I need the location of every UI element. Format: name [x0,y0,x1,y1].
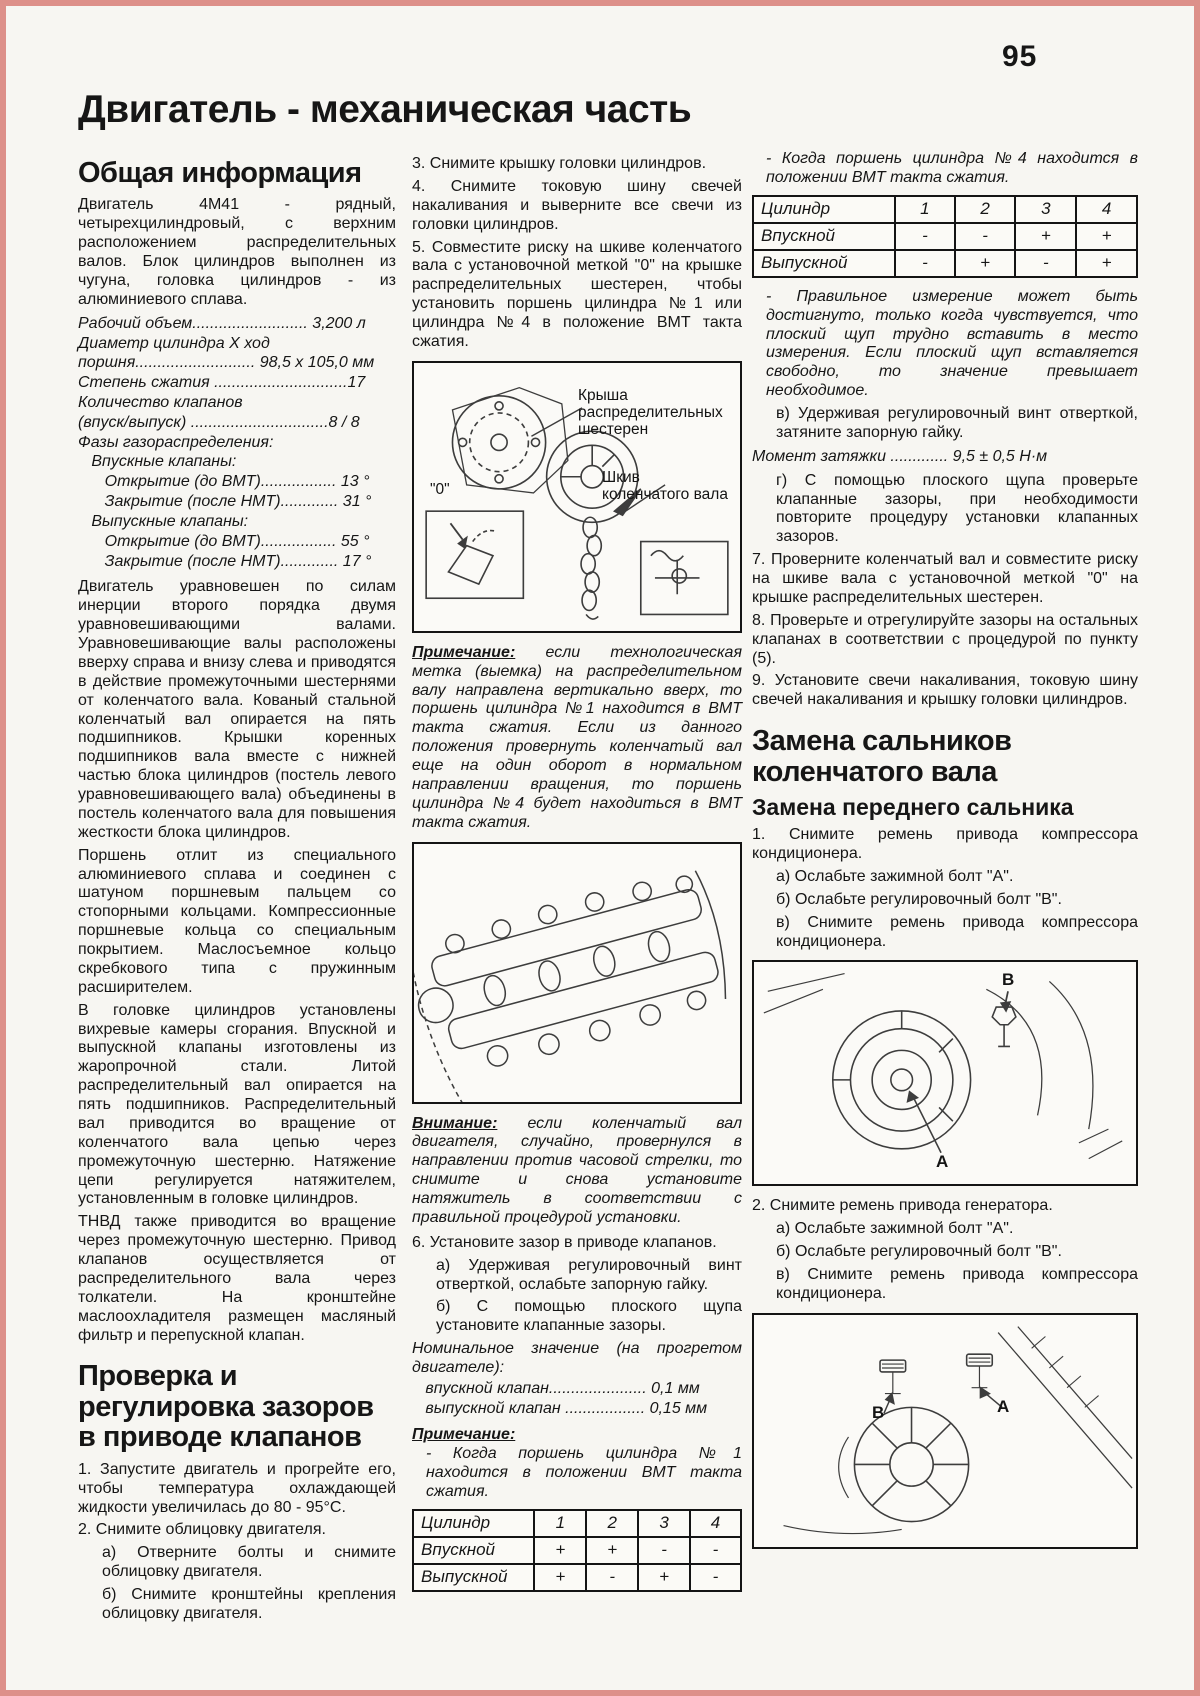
page-title: Двигатель - механическая часть [78,88,692,131]
note-2-label: Примечание: [412,1425,516,1443]
step-6b: б) С помощью плоского щупа установите клапанные зазоры. [436,1298,742,1335]
step-2a: а) Отверните болты и снимите облицовку двигателя. [102,1544,396,1581]
step-6: 6. Установите зазор в приводе клапанов. [412,1233,717,1251]
warning-label: Внимание: [412,1114,498,1132]
step-5: 5. Совместите риску на шкиве коленчатого вала с установочной меткой "0" на крышке распределительных шестерен, чтобы установить поршень цилиндра №1 или цилиндра №4 в положение ВМТ такта сжатия. [412,238,742,350]
note-label: Примечание: [412,643,516,661]
seal-step-2: 2. Снимите ремень привода генератора. [752,1197,1053,1215]
note-feeler-gauge: - Правильное измерение может быть достигнуто, только когда чувствуется, что плоский щуп трудно вставить в место измерения. Если плоский щуп вставляется свободно, то значение превышает необходимое. [766,287,1138,400]
table-row: Цилиндр 1 2 3 4 [413,1510,741,1537]
spec-line: Диаметр цилиндра X ход [78,334,270,352]
table-row: Цилиндр 1 2 3 4 [753,196,1137,223]
page-number: 95 [1002,40,1038,73]
table-row: Выпускной + - + - [413,1564,741,1591]
note-tdc [412,644,742,833]
compressor-belt-drawing [754,962,1136,1184]
figure-label-bolt-a: А [997,1396,1010,1416]
column-right [752,150,1138,1560]
seal-step-1a: а) Ослабьте зажимной болт "А". [776,867,1014,885]
section-heading-oil-seals: Замена сальников коленчатого вала [752,725,1012,788]
spec-line: Фазы газораспределения: [78,433,274,451]
paragraph-piston: Поршень отлит из специального алюминиевого сплава и соединен с шатуном поршневым пальцем со стопорными кольцами. Компрессионные поршневые кольца со специальным покрытием. Маслосъемное кольцо скребкового типа с пружинным расширителем. [78,846,396,996]
section-heading-valve-clearance: Проверка и регулировка зазоров в приводе клапанов [78,1360,374,1454]
figure-label-zero-mark: "0" [430,480,450,498]
nominal-line: выпускной клапан .................. 0,15 мм [412,1399,708,1417]
column-middle [412,155,742,1602]
camshaft-drawing [414,844,740,1102]
paragraph-engine-overview: Двигатель 4М41 - рядный, четырехцилиндровый, с верхним расположением распределительных валов. Блок цилиндров выполнен из чугуна, головка цилиндров - из алюминиевого сплава. [78,196,396,308]
note-2-bullet: - Когда поршень цилиндра №1 находится в положении ВМТ такта сжатия. [426,1445,742,1501]
section-heading-general-info: Общая информация [78,157,362,189]
step-6v: в) Удерживая регулировочный винт отверткой, затяните запорную гайку. [776,405,1138,441]
table-row: Впускной + + - - [413,1537,741,1564]
step-4: 4. Снимите токовую шину свечей накаливания и выверните все свечи из головки цилиндров. [412,177,742,233]
figure-label-bolt-a: А [936,1152,949,1172]
timing-cover-figure [412,361,742,633]
figure-label-bolt-b: В [1002,970,1015,990]
paragraph-cylinder-head: В головке цилиндров установлены вихревые камеры сгорания. Впускной и выпускной клапаны изготовлены из жаропрочной стали. Литой распределительный вал опирается на пять подшипников. Распределительный вал приводится во вращение от коленчатого вала цепью через промежуточную шестерню. Натяжение цепи регулируется натяжителем, установленным в головке цилиндров. [78,1001,396,1208]
engine-spec-list [78,314,396,572]
note-cylinder-4: - Когда поршень цилиндра №4 находится в положении ВМТ такта сжатия. [766,150,1138,186]
figure-label-crankshaft-pulley: Шкив коленчатого вала [602,468,728,504]
column-left [78,158,396,1628]
step-6g: г) С помощью плоского щупа проверьте клапанные зазоры, при необходимости повторите процедуру установки клапанных зазоров. [776,471,1138,546]
seal-step-2c: в) Снимите ремень привода компрессора кондиционера. [776,1266,1138,1302]
spec-line: (впуск/выпуск) ...............................8 / 8 [78,413,360,431]
step-8: 8. Проверьте и отрегулируйте зазоры на остальных клапанах в соответствии с процедурой по пункту (5). [752,611,1138,667]
warning-text: если коленчатый вал двигателя, случайно, провернулся в направлении против часовой стрелки, то снимите и снова установите натяжитель в соответствии с правильной процедурой установки. [412,1114,742,1226]
spec-line: Степень сжатия ..............................17 [78,374,366,392]
step-1: 1. Запустите двигатель и прогрейте его, чтобы температура охлаждающей жидкости увеличилась до 80 - 95°С. [78,1460,396,1516]
note-text: если технологическая метка (выемка) на распределительном валу направлена вертикально вверх, то поршень цилиндра №1 находится в ВМТ такта сжатия. Если из данного положения провернуть коленчатый вал еще на один оборот в нормальном направлении вращения, то поршень цилиндра №4 будет находиться в ВМТ такта сжатия. [412,643,742,831]
valve-table-cylinder-4-tdc [752,195,1138,278]
step-7: 7. Проверните коленчатый вал и совместите риску на шкиве вала с установочной меткой "0" на крышке распределительных шестерен. [752,551,1138,606]
step-2: 2. Снимите облицовку двигателя. [78,1521,326,1539]
figure-label-timing-gear-cover: Крыша распределительных шестерен [578,386,723,439]
alternator-belt-figure [752,1313,1138,1549]
camshaft-figure [412,842,742,1104]
spec-line: Закрытие (после НМТ)............. 31 ° [78,493,372,511]
valve-table-body [413,1510,741,1591]
spec-line: Открытие (до ВМТ)................. 13 ° [78,473,370,491]
spec-line: Выпускные клапаны: [78,512,249,530]
warning-tensioner [412,1115,742,1228]
compressor-belt-figure [752,960,1138,1186]
note-2 [412,1426,742,1445]
subsection-heading-front-seal: Замена переднего сальника [752,794,1074,820]
torque-spec: Момент затяжки ............. 9,5 ± 0,5 Н·м [752,447,1048,465]
seal-step-2a: а) Ослабьте зажимной болт "А". [776,1220,1014,1238]
valve-table-body [753,196,1137,277]
seal-step-1: 1. Снимите ремень привода компрессора кондиционера. [752,826,1138,863]
table-row: Выпускной - + - + [753,250,1137,277]
step-3: 3. Снимите крышку головки цилиндров. [412,155,707,172]
seal-step-1b: б) Ослабьте регулировочный болт "В". [776,890,1062,908]
spec-line: поршня........................... 98,5 x 105,0 мм [78,354,375,372]
nominal-value-list [412,1379,742,1419]
spec-line: Открытие (до ВМТ)................. 55 ° [78,532,370,550]
seal-step-2b: б) Ослабьте регулировочный болт "В". [776,1243,1062,1261]
seal-step-1c: в) Снимите ремень привода компрессора кондиционера. [776,913,1138,950]
alternator-belt-drawing [754,1315,1136,1547]
valve-table-cylinder-1-tdc [412,1509,742,1592]
paragraph-injection-pump: ТНВД также приводится во вращение через промежуточную шестерню. Привод клапанов осуществляется от распределительного вала через толкатели. На кронштейне маслоохладителя размещен масляный фильтр и перепускной клапан. [78,1213,396,1344]
step-9: 9. Установите свечи накаливания, токовую шину свечей накаливания и крышку головки цилиндров. [752,672,1138,709]
spec-line: Впускные клапаны: [78,453,237,471]
spec-line: Рабочий объем.......................... 3,200 л [78,314,366,332]
figure-label-bolt-b: В [872,1402,885,1422]
step-2b: б) Снимите кронштейны крепления облицовку двигателя. [102,1586,396,1622]
paragraph-balance-shafts: Двигатель уравновешен по силам инерции второго порядка двумя уравновешивающими валами. Уравновешивающие валы расположены вверху справа и внизу слева и приводятся в действие промежуточными шестернями от коленчатого вала. Кованый стальной коленчатый вал опирается на пять подшипников. Крышки коренных подшипников вала вместе с нижней частью блока цилиндров (постель левого уравновешивающего вала) объединены в постель коленчатого вала для повышения жесткости блока цилиндров. [78,578,396,841]
spec-line: Количество клапанов [78,394,243,411]
table-row: Впускной - - + + [753,223,1137,250]
spec-line: Закрытие (после НМТ)............. 17 ° [78,552,372,570]
nominal-line: впускной клапан...................... 0,1 мм [412,1379,700,1397]
step-6a: а) Удерживая регулировочный винт отверткой, ослабьте запорную гайку. [436,1256,742,1293]
nominal-value-title: Номинальное значение (на прогретом двигателе): [412,1340,742,1376]
